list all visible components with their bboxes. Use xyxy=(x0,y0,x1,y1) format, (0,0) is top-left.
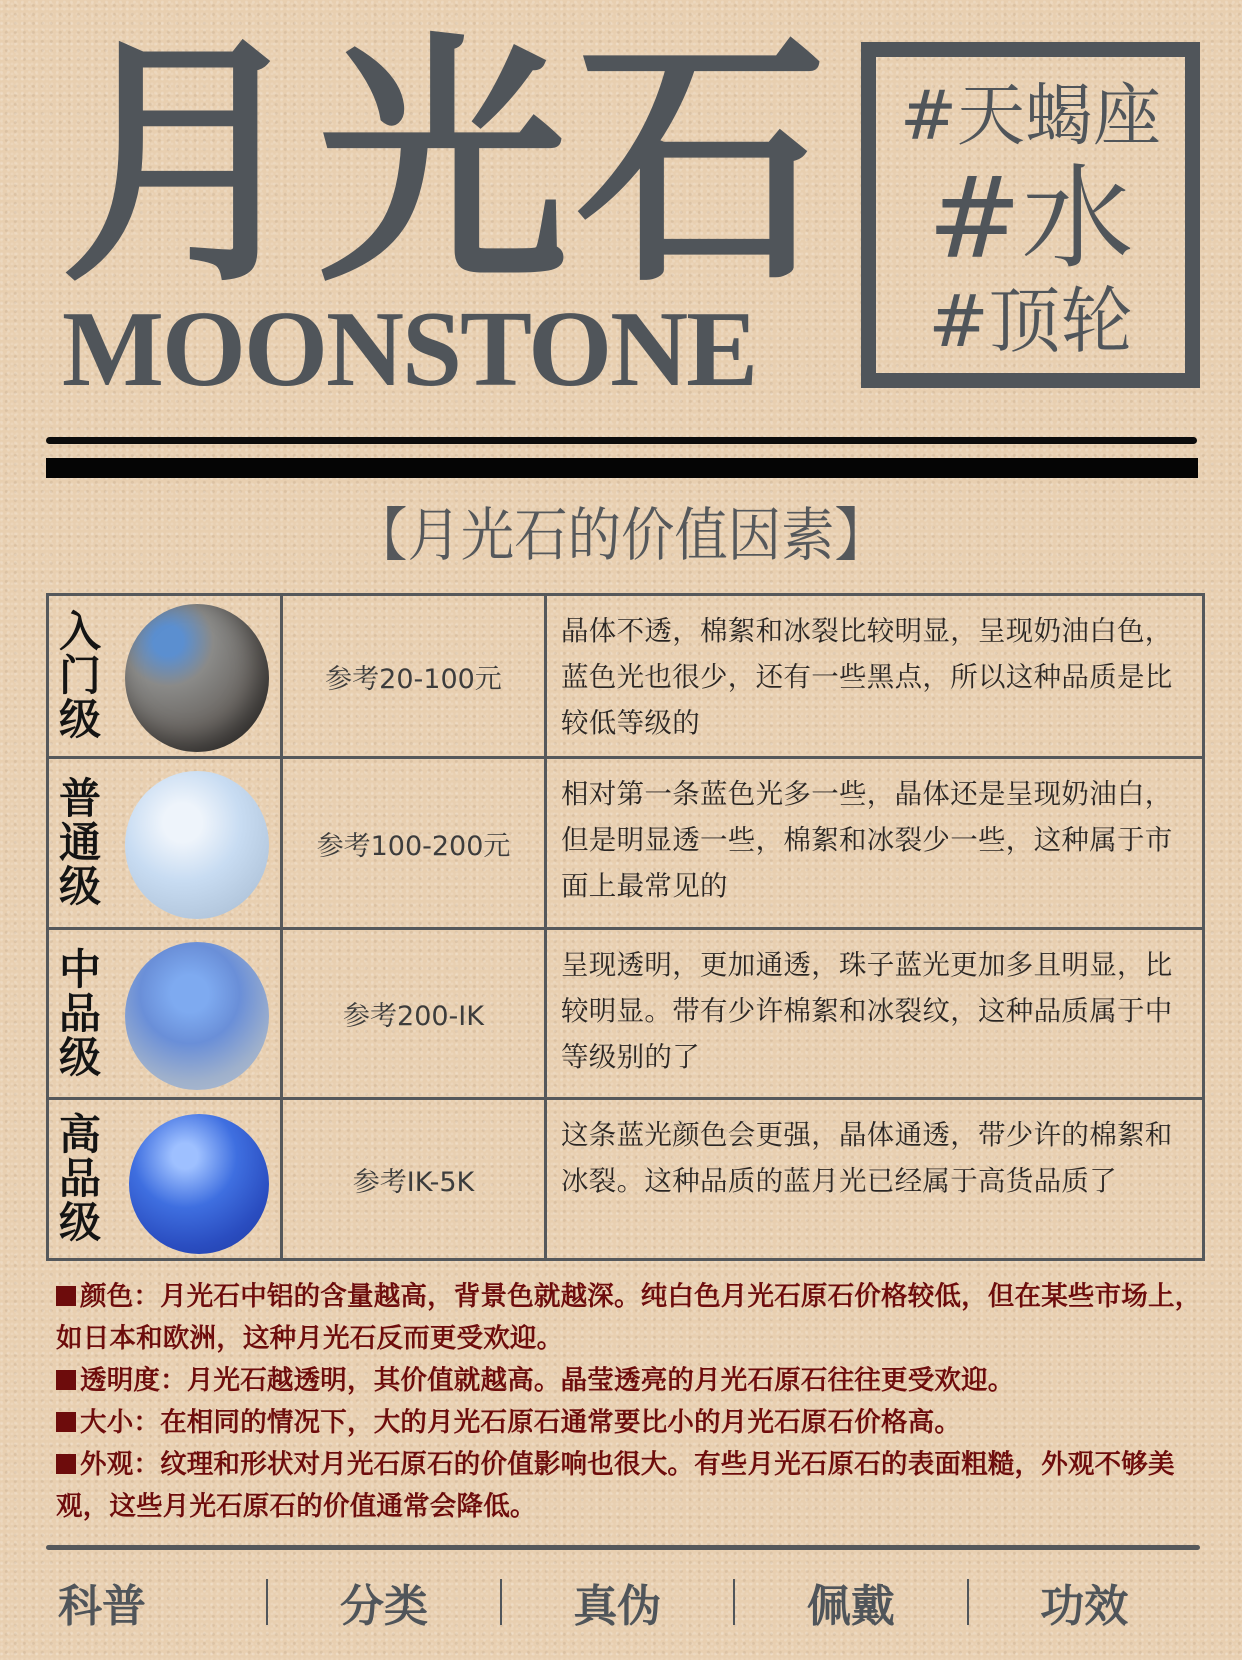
title-char-3: 石 xyxy=(576,11,820,318)
price-cell xyxy=(283,1100,547,1258)
grade-label: 入门级 xyxy=(59,607,102,744)
nav-item-classification[interactable]: 分类 xyxy=(339,1581,428,1632)
nav-item-science[interactable]: 科普 xyxy=(58,1581,146,1632)
grade-cell xyxy=(49,596,283,759)
price-cell xyxy=(283,759,547,930)
note-text: 月光石越透明，其价值就越高。晶莹透亮的月光石原石往往更受欢迎。 xyxy=(186,1365,1015,1396)
section-title: 【月光石的价值因素】 xyxy=(354,501,888,569)
description-cell xyxy=(547,930,1202,1100)
note-label: 大小： xyxy=(80,1407,161,1438)
square-bullet-icon xyxy=(56,1454,76,1474)
square-bullet-icon xyxy=(56,1370,76,1390)
note-label: 透明度： xyxy=(80,1365,187,1396)
description-cell xyxy=(547,596,1202,759)
title-chinese xyxy=(60,11,820,318)
note-label: 外观： xyxy=(80,1449,161,1480)
grade-cell xyxy=(49,1100,283,1258)
tag-element: #水 xyxy=(927,154,1134,284)
nav-item-wearing[interactable]: 佩戴 xyxy=(806,1581,895,1632)
tag-chakra: #顶轮 xyxy=(928,279,1133,363)
nav-item-effects[interactable]: 功效 xyxy=(1040,1581,1129,1632)
note-size xyxy=(56,1402,1206,1444)
footer-nav xyxy=(46,1572,1200,1632)
grade-label: 普通级 xyxy=(59,774,102,911)
price-text: 参考IK-5K xyxy=(352,1166,475,1198)
price-text: 参考100-200元 xyxy=(316,830,511,862)
description-text: 相对第一条蓝色光多一些，晶体还是呈现奶油白，但是明显透一些，棉絮和冰裂少一些，这种属于市面上最常见的 xyxy=(561,778,1173,902)
moonstone-mid-image xyxy=(125,942,269,1090)
description-text: 这条蓝光颜色会更强，晶体通透，带少许的棉絮和冰裂。这种品质的蓝月光已经属于高货品质了 xyxy=(561,1119,1173,1197)
nav-item-authenticity[interactable]: 真伪 xyxy=(573,1581,662,1632)
note-text: 纹理和形状对月光石原石的价值影响也很大。有些月光石原石的表面粗糙，外观不够美观，这些月光石原石的价值通常会降低。 xyxy=(56,1449,1175,1522)
grade-label: 高品级 xyxy=(59,1110,102,1247)
grade-cell xyxy=(49,759,283,930)
grade-cell xyxy=(49,930,283,1100)
square-bullet-icon xyxy=(56,1286,76,1306)
value-factors-table xyxy=(46,593,1205,1261)
description-text: 呈现透明，更加通透，珠子蓝光更加多且明显，比较明显。带有少许棉絮和冰裂纹，这种品质属于中等级别的了 xyxy=(561,949,1173,1073)
title-english: MOONSTONE xyxy=(62,290,757,409)
note-transparency xyxy=(56,1360,1206,1402)
price-text: 参考200-IK xyxy=(343,1001,484,1032)
description-text: 晶体不透，棉絮和冰裂比较明显，呈现奶油白色，蓝色光也很少，还有一些黑点，所以这种品质是比较低等级的 xyxy=(561,615,1173,739)
divider-thick xyxy=(46,458,1198,478)
grade-label: 中品级 xyxy=(59,944,102,1082)
title-char-1: 月 xyxy=(60,11,304,318)
moonstone-high-image xyxy=(129,1114,269,1254)
price-cell xyxy=(283,930,547,1100)
note-color xyxy=(56,1276,1206,1360)
tag-box xyxy=(861,42,1200,388)
price-text: 参考20-100元 xyxy=(325,663,502,695)
note-text: 在相同的情况下，大的月光石原石通常要比小的月光石原石价格高。 xyxy=(160,1407,962,1438)
moonstone-common-image xyxy=(125,771,269,919)
price-cell xyxy=(283,596,547,759)
value-notes xyxy=(56,1276,1206,1528)
description-cell xyxy=(547,1100,1202,1258)
note-text: 月光石中铝的含量越高，背景色就越深。纯白色月光石原石价格较低，但在某些市场上，如日本和欧洲，这种月光石反而更受欢迎。 xyxy=(56,1281,1202,1354)
tag-zodiac: #天蝎座 xyxy=(900,77,1161,156)
divider-bottom xyxy=(46,1545,1200,1550)
title-char-2: 光 xyxy=(318,11,562,318)
square-bullet-icon xyxy=(56,1412,76,1432)
description-cell xyxy=(547,759,1202,930)
note-appearance xyxy=(56,1444,1206,1528)
note-label: 颜色： xyxy=(80,1281,161,1312)
moonstone-entry-image xyxy=(125,604,269,752)
divider-thin xyxy=(46,437,1197,444)
